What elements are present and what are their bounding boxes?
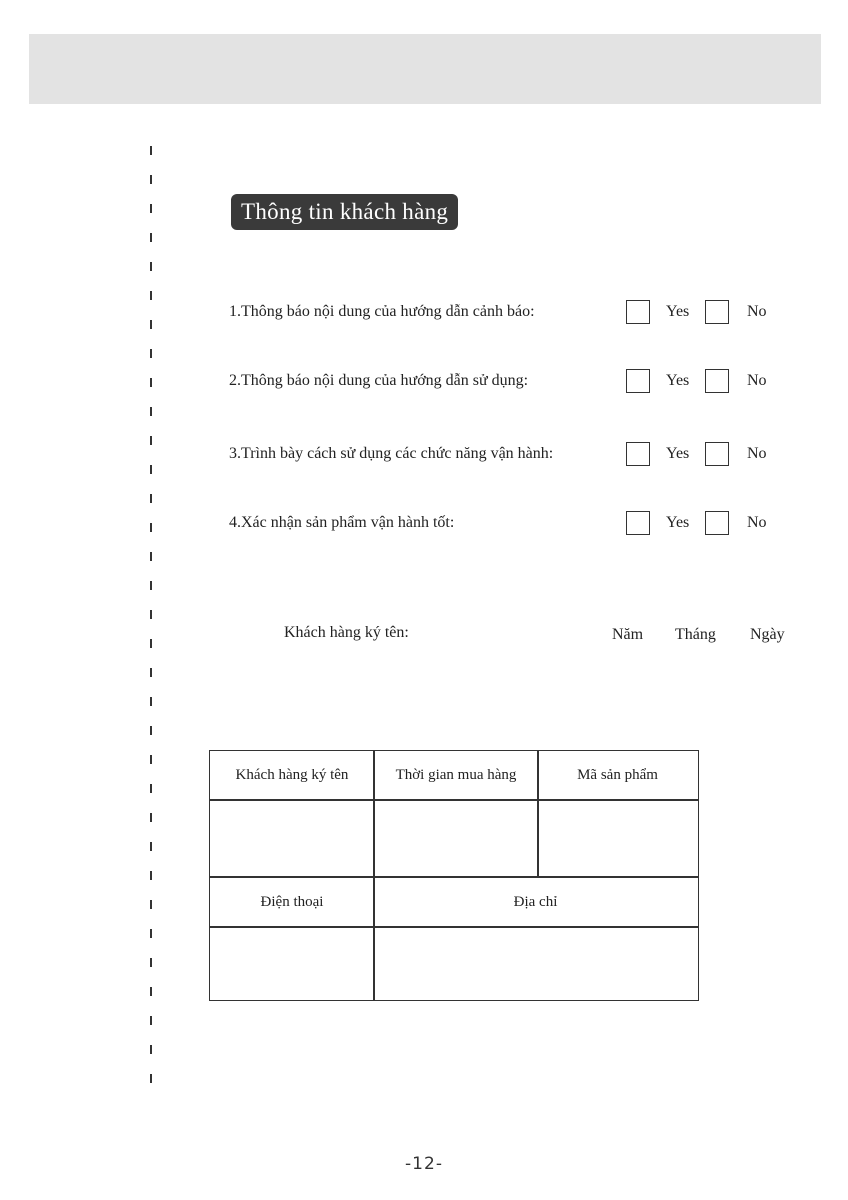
section-title: Thông tin khách hàng bbox=[231, 194, 458, 230]
header-address: Địa chỉ bbox=[513, 893, 558, 910]
cut-tick bbox=[150, 1074, 152, 1083]
date-day-label: Ngày bbox=[750, 626, 785, 643]
cut-tick bbox=[150, 552, 152, 561]
no-label: No bbox=[747, 372, 767, 389]
question-row-3 bbox=[0, 442, 848, 468]
cut-tick bbox=[150, 610, 152, 619]
page-number: -12- bbox=[405, 1154, 443, 1174]
yes-label: Yes bbox=[666, 372, 690, 389]
cut-tick bbox=[150, 929, 152, 938]
cut-tick bbox=[150, 958, 152, 967]
cut-tick bbox=[150, 1016, 152, 1025]
cut-tick bbox=[150, 755, 152, 764]
no-label: No bbox=[747, 303, 767, 320]
cut-tick bbox=[150, 175, 152, 184]
question-label: 1.Thông báo nội dung của hướng dẫn cảnh báo: bbox=[229, 303, 535, 320]
question-row-2 bbox=[0, 369, 848, 395]
no-checkbox[interactable] bbox=[705, 511, 729, 535]
question-label: 2.Thông báo nội dung của hướng dẫn sử dụng: bbox=[229, 372, 529, 389]
yes-checkbox[interactable] bbox=[626, 300, 650, 324]
cut-tick bbox=[150, 146, 152, 155]
cut-tick bbox=[150, 349, 152, 358]
phone-cell[interactable] bbox=[210, 928, 373, 999]
customer-signature-label: Khách hàng ký tên: bbox=[284, 624, 409, 641]
cut-tick bbox=[150, 581, 152, 590]
question-row-1 bbox=[0, 300, 848, 326]
yes-checkbox[interactable] bbox=[626, 369, 650, 393]
date-month-label: Tháng bbox=[675, 626, 716, 643]
yes-checkbox[interactable] bbox=[626, 442, 650, 466]
header-phone: Điện thoại bbox=[260, 893, 324, 910]
no-checkbox[interactable] bbox=[705, 300, 729, 324]
cut-line bbox=[149, 0, 153, 1200]
cut-tick bbox=[150, 900, 152, 909]
yes-label: Yes bbox=[666, 445, 690, 462]
cut-tick bbox=[150, 639, 152, 648]
purchase-time-cell[interactable] bbox=[375, 801, 537, 876]
yes-checkbox[interactable] bbox=[626, 511, 650, 535]
header-purchase-time: Thời gian mua hàng bbox=[395, 766, 517, 783]
no-checkbox[interactable] bbox=[705, 442, 729, 466]
cut-tick bbox=[150, 784, 152, 793]
question-label: 3.Trình bày cách sử dụng các chức năng vận hành: bbox=[229, 445, 554, 462]
question-row-4 bbox=[0, 511, 848, 537]
no-label: No bbox=[747, 514, 767, 531]
cut-tick bbox=[150, 987, 152, 996]
customer-signature-cell[interactable] bbox=[210, 801, 373, 876]
product-code-cell[interactable] bbox=[539, 801, 697, 876]
cut-tick bbox=[150, 204, 152, 213]
cut-tick bbox=[150, 233, 152, 242]
no-label: No bbox=[747, 445, 767, 462]
cut-tick bbox=[150, 697, 152, 706]
cut-tick bbox=[150, 494, 152, 503]
customer-info-table bbox=[209, 750, 699, 1001]
cut-tick bbox=[150, 842, 152, 851]
date-year-label: Năm bbox=[612, 626, 644, 643]
address-cell[interactable] bbox=[375, 928, 697, 999]
cut-tick bbox=[150, 262, 152, 271]
header-band bbox=[29, 34, 821, 104]
question-label: 4.Xác nhận sản phẩm vận hành tốt: bbox=[229, 514, 455, 531]
header-customer-signature: Khách hàng ký tên bbox=[235, 766, 349, 783]
yes-label: Yes bbox=[666, 514, 690, 531]
cut-tick bbox=[150, 1045, 152, 1054]
header-product-code: Mã sản phẩm bbox=[577, 766, 658, 783]
cut-tick bbox=[150, 813, 152, 822]
cut-tick bbox=[150, 726, 152, 735]
cut-tick bbox=[150, 668, 152, 677]
cut-tick bbox=[150, 407, 152, 416]
cut-tick bbox=[150, 871, 152, 880]
cut-tick bbox=[150, 291, 152, 300]
no-checkbox[interactable] bbox=[705, 369, 729, 393]
yes-label: Yes bbox=[666, 303, 690, 320]
